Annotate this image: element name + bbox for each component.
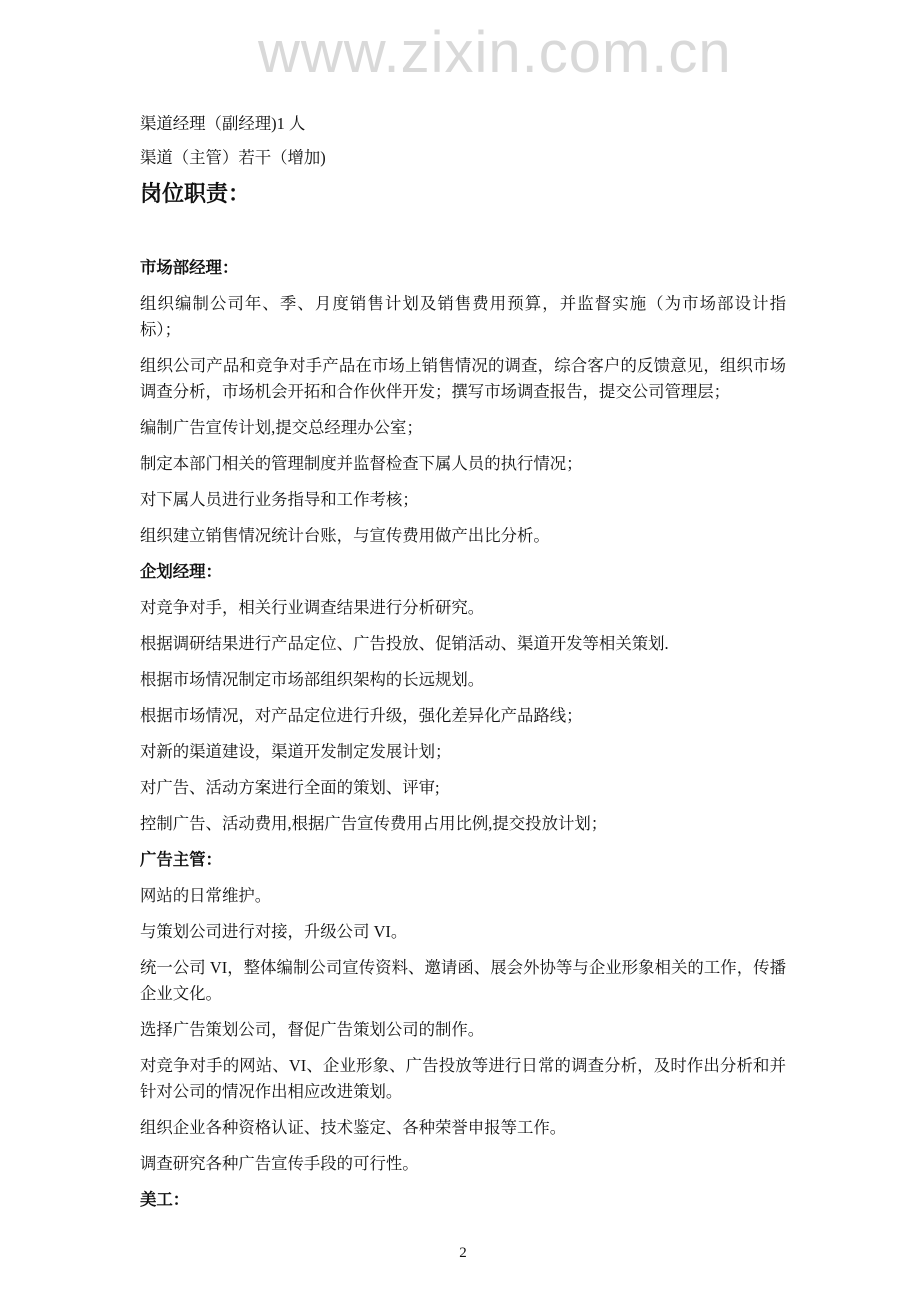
list-item: 根据市场情况制定市场部组织架构的长远规划。 [140, 670, 485, 689]
section-title: 美工： [140, 1190, 190, 1209]
list-item: 选择广告策划公司，督促广告策划公司的制作。 [140, 1020, 485, 1039]
list-item: 根据市场情况，对产品定位进行升级，强化差异化产品路线； [140, 706, 583, 725]
list-item: 组织公司产品和竞争对手产品在市场上销售情况的调查，综合客户的反馈意见，组织市场调查分析，市场机会开拓和合作伙伴开发；撰写市场调查报告，提交公司管理层； [140, 356, 786, 401]
list-item: 对竞争对手的网站、VI、企业形象、广告投放等进行日常的调查分析，及时作出分析和并针对公司的情况作出相应改进策划。 [140, 1056, 786, 1101]
section-title: 市场部经理： [140, 258, 239, 277]
watermark: www.zixin.com.cn [258, 20, 732, 85]
list-item: 网站的日常维护。 [140, 886, 272, 905]
section-title: 企划经理： [140, 562, 222, 581]
list-item: 编制广告宣传计划,提交总经理办公室； [140, 418, 423, 437]
page-number: 2 [459, 1245, 467, 1261]
section-title: 广告主管： [140, 850, 222, 869]
section-heading: 岗位职责： [140, 181, 251, 206]
list-item: 对竞争对手，相关行业调查结果进行分析研究。 [140, 598, 485, 617]
list-item: 组织建立销售情况统计台账，与宣传费用做产出比分析。 [140, 526, 550, 545]
list-item: 制定本部门相关的管理制度并监督检查下属人员的执行情况； [140, 454, 583, 473]
list-item: 控制广告、活动费用,根据广告宣传费用占用比例,提交投放计划； [140, 814, 608, 833]
list-item: 根据调研结果进行产品定位、广告投放、促销活动、渠道开发等相关策划. [140, 634, 669, 653]
list-item: 与策划公司进行对接，升级公司 VI。 [140, 922, 408, 941]
list-item: 对广告、活动方案进行全面的策划、评审; [140, 778, 440, 797]
list-item: 对新的渠道建设，渠道开发制定发展计划； [140, 742, 452, 761]
list-item: 调查研究各种广告宣传手段的可行性。 [140, 1154, 419, 1173]
list-item: 统一公司 VI，整体编制公司宣传资料、邀请函、展会外协等与企业形象相关的工作，传播企业文化。 [140, 958, 786, 1003]
intro-line: 渠道（主管）若干（增加) [140, 148, 326, 167]
list-item: 对下属人员进行业务指导和工作考核； [140, 490, 419, 509]
list-item: 组织编制公司年、季、月度销售计划及销售费用预算，并监督实施（为市场部设计指标）； [140, 294, 786, 339]
list-item: 组织企业各种资格认证、技术鉴定、各种荣誉申报等工作。 [140, 1118, 567, 1137]
intro-line: 渠道经理（副经理)1 人 [140, 114, 306, 133]
document-body [140, 111, 786, 1263]
